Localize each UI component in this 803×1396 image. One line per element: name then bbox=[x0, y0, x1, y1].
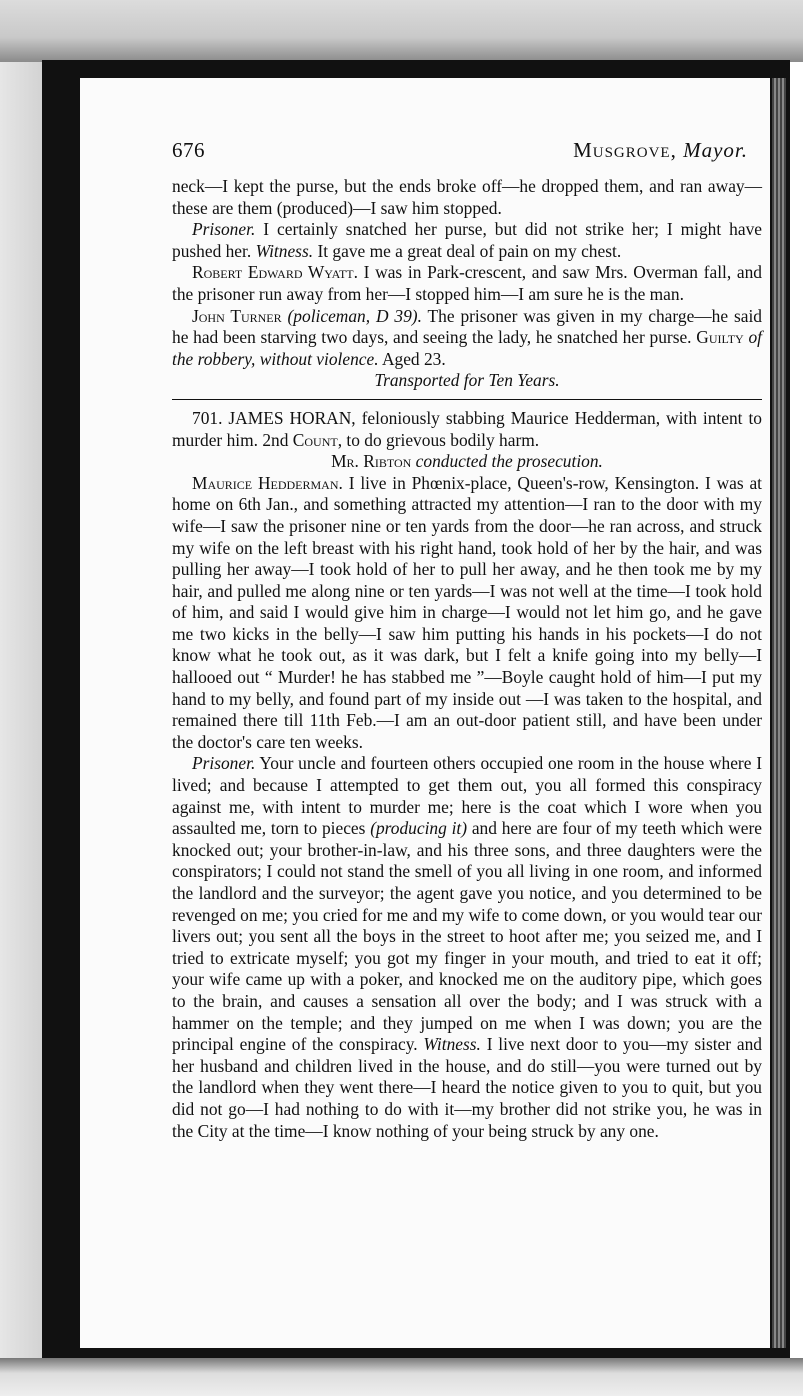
continued-paragraph: neck—I kept the purse, but the ends broke off—he dropped them, and ran away—these are them (produced)—I saw him stopped. bbox=[172, 176, 762, 218]
prosecution-line: Mr. Ribton conducted the prosecution. bbox=[331, 451, 603, 472]
witness-wyatt: Robert Edward Wyatt. I was in Park-crescent, and saw Mrs. Overman fall, and the prisoner run away from her—I stopped him—I am sure he is the man. bbox=[172, 262, 762, 304]
page-edges bbox=[772, 78, 786, 1348]
running-title: Musgrove, Mayor. bbox=[573, 138, 748, 162]
scan-shadow-left bbox=[0, 62, 48, 1362]
witness-turner: John Turner (policeman, D 39). The prisoner was given in my charge—he said he had been starving two days, and seeing the lady, he snatched her purse. Guilty of the robbery, without violence. Aged 23. bbox=[172, 305, 762, 369]
prisoner-defence: Prisoner. Your uncle and fourteen others occupied one room in the house where I lived; and because I attempted to get them out, you all formed this conspiracy against me, with intent to murder me; here is the coat which I wore when you assaulted me, torn to pieces (producing it) and here are four of my teeth which were knocked out; your brother-in-law, and his three sons, and three daughters were the conspirators; I could not stand the smell of you all living in one room, and informed the landlord and the surveyor; the agent gave you notice, and you determined to be revenged on me; you cried for me and my wife to come down, or you would tear our livers out; you sent all the boys in the street to hoot after me; you seized me, and I tried to extricate myself; you got my finger in your mouth, and tried to eat it off; your wife came up with a poker, and knocked me on the auditory pipe, which goes to the brain, and causes a sensation all over the body; and I was struck with a hammer on the temple; and they jumped on me when I was down; you are the principal engine of the conspiracy. Witness. I live next door to you—my sister and her husband and children lived in the house, and do still—you were turned out by the landlord when they went there—I heard the notice given to you to quit, but you did not go—I had nothing to do with it—my brother did not strike you, he was in the City at the time—I know nothing of your being struck by any one. bbox=[172, 753, 762, 1141]
case-divider bbox=[172, 399, 762, 400]
page-content bbox=[172, 140, 762, 1142]
page-number: 676 bbox=[172, 138, 205, 162]
running-header bbox=[172, 140, 762, 176]
scan-shadow-top bbox=[0, 0, 803, 62]
prisoner-statement: Prisoner. I certainly snatched her purse, but did not strike her; I might have pushed her. Witness. It gave me a great deal of pain on my chest. bbox=[172, 219, 762, 261]
sentence-line: Transported for Ten Years. bbox=[374, 370, 560, 391]
case-heading: 701. JAMES HORAN, feloniously stabbing Maurice Hedderman, with intent to murder him. 2nd Count, to do grievous bodily harm. bbox=[172, 407, 762, 450]
scan-shadow-bottom bbox=[0, 1358, 803, 1396]
witness-hedderman: Maurice Hedderman. I live in Phœnix-place, Queen's-row, Kensington. I was at home on 6th Jan., and something attracted my attention—I ran to the door with my wife—I saw the prisoner nine or ten yards from the door—he ran across, and struck my wife on the left breast with his right hand, took hold of her by the hair, and was pulling her away—I took hold of her to pull her away, and he then took me by my hair, and pulled me along nine or ten yards—I was not well at the time—I took hold of him, and said I would give him in charge—I would not let him go, and he gave me two kicks in the belly—I saw him putting his hands in his pockets—I do not know what he took out, as it was dark, but I felt a knife going into my belly—I hallooed out “ Murder! he has stabbed me ”—Boyle caught hold of him—I put my hand to my belly, and found part of my inside out —I was taken to the hospital, and remained there till 11th Feb.—I am an out-door patient still, and have been under the doctor's care ten weeks. bbox=[172, 472, 762, 752]
